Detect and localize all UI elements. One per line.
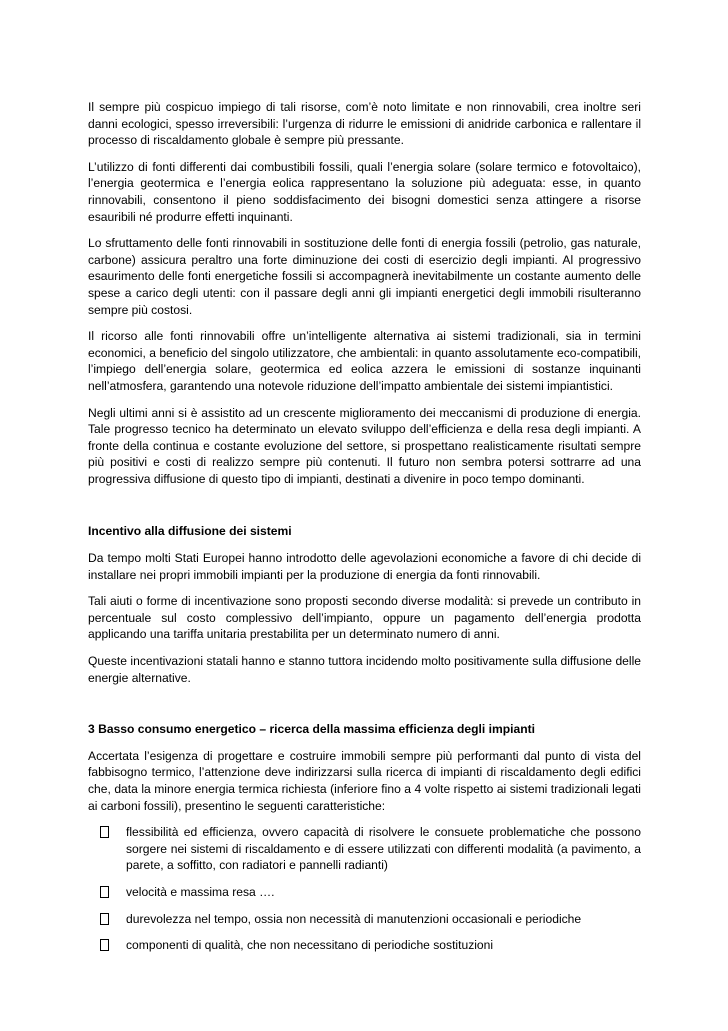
section-spacer: [88, 497, 641, 523]
paragraph-incentive-forms: Tali aiuti o forme di incentivazione sono proposti secondo diverse modalità: si prevede un contributo in percentuale sul costo complessivo dell’impianto, oppure un pagamento dell’energia prodotta applicando una tariffa unitaria prestabilita per un determinato numero di anni.: [88, 594, 641, 642]
list-item: [88, 884, 641, 901]
heading-low-consumption: 3 Basso consumo energetico – ricerca della massima efficienza degli impianti: [88, 722, 535, 737]
paragraph-cost-reduction: Lo sfruttamento delle fonti rinnovabili in sostituzione delle fonti di energia fossili (petrolio, gas naturale, carbone) assicura peraltro una forte diminuzione dei costi di esercizio degli impianti. Al progressivo esaurimento delle fonti energetiche fossili si accompagnerà inevitabilmente un costante aumento delle spese a carico degli utenti: con il passare degli anni gli impianti energetici degli immobili risulteranno sempre più costosi.: [88, 236, 641, 317]
list-item: [88, 824, 641, 874]
missing-glyph-bullet-icon: [100, 826, 109, 838]
paragraph-eu-incentives: Da tempo molti Stati Europei hanno introdotto delle agevolazioni economiche a favore di chi decide di installare nei propri immobili impianti per la produzione di energia da fonti rinnovabili.: [88, 551, 641, 582]
list-item-text: flessibilità ed efficienza, ovvero capacità di risolvere le consuete problematiche che possono sorgere nei sistemi di riscaldamento e di essere utilizzati con differenti modalità (a pavimento, a parete, a soffitto, con radiatori e pannelli radianti): [126, 825, 641, 873]
characteristics-list: [88, 824, 641, 954]
paragraph-efficiency-intro: Accertata l’esigenza di progettare e costruire immobili sempre più performanti dal punto di vista del fabbisogno termico, l’attenzione deve indirizzarsi sulla ricerca di impianti di riscaldamento degli edifici che, data la minore energia termica richiesta (inferiore fino a 4 volte rispetto ai sistemi tradizionali legati ai carboni fossili), presentino le seguenti caratteristiche:: [88, 748, 641, 813]
list-item-text: velocità e massima resa ….: [126, 884, 275, 899]
section-spacer: [88, 696, 641, 721]
missing-glyph-bullet-icon: [100, 913, 109, 925]
list-item-text: durevolezza nel tempo, ossia non necessità di manutenzioni occasionali e periodiche: [126, 911, 582, 926]
paragraph-incentive-effects: Queste incentivazioni statali hanno e stanno tuttora incidendo molto positivamente sulla diffusione delle energie alternative.: [88, 654, 641, 685]
missing-glyph-bullet-icon: [100, 886, 109, 898]
heading-incentives: Incentivo alla diffusione dei sistemi: [88, 524, 292, 539]
paragraph-alternative-sources: L’utilizzo di fonti differenti dai combustibili fossili, quali l’energia solare (solare termico e fotovoltaico), l’energia geotermica e l’energia eolica rappresentano la soluzione più adeguata: esse, in quanto rinnovabili, consentono il pieno soddisfacimento dei bisogni domestici senza attingere a risorse esauribili né produrre effetti inquinanti.: [88, 159, 641, 224]
paragraph-renewables-advantages: Il ricorso alle fonti rinnovabili offre un’intelligente alternativa ai sistemi tradizionali, sia in termini economici, a beneficio del singolo utilizzatore, che ambientali: in quanto assolutamente eco-compatibili, l’impiego dell’energia solare, geotermica ed eolica azzera le emissioni di sostanze inquinanti nell’atmosfera, garantendo una notevole riduzione dell’impatto ambientale dei sistemi impiantistici.: [88, 329, 641, 393]
paragraph-technical-progress: Negli ultimi anni si è assistito ad un crescente miglioramento dei meccanismi di produzione di energia. Tale progresso tecnico ha determinato un elevato sviluppo dell’efficienza e della resa degli impianti. A fronte della continua e costante evoluzione del settore, si prospettano realisticamente risultati sempre più positivi e costi di realizzo sempre più contenuti. Il futuro non sembra potersi sottrarre ad una progressiva diffusione di questo tipo di impianti, destinati a divenire in poco tempo dominanti.: [88, 405, 641, 486]
list-item: [88, 937, 641, 954]
list-item-text: componenti di qualità, che non necessitano di periodiche sostituzioni: [126, 938, 494, 953]
missing-glyph-bullet-icon: [100, 939, 109, 951]
paragraph-resource-impact: Il sempre più cospicuo impiego di tali risorse, com’è noto limitate e non rinnovabili, crea inoltre seri danni ecologici, spesso irreversibili: l’urgenza di ridurre le emissioni di anidride carbonica e rallentare il processo di riscaldamento globale è sempre più pressante.: [88, 100, 641, 148]
list-item: [88, 911, 641, 928]
